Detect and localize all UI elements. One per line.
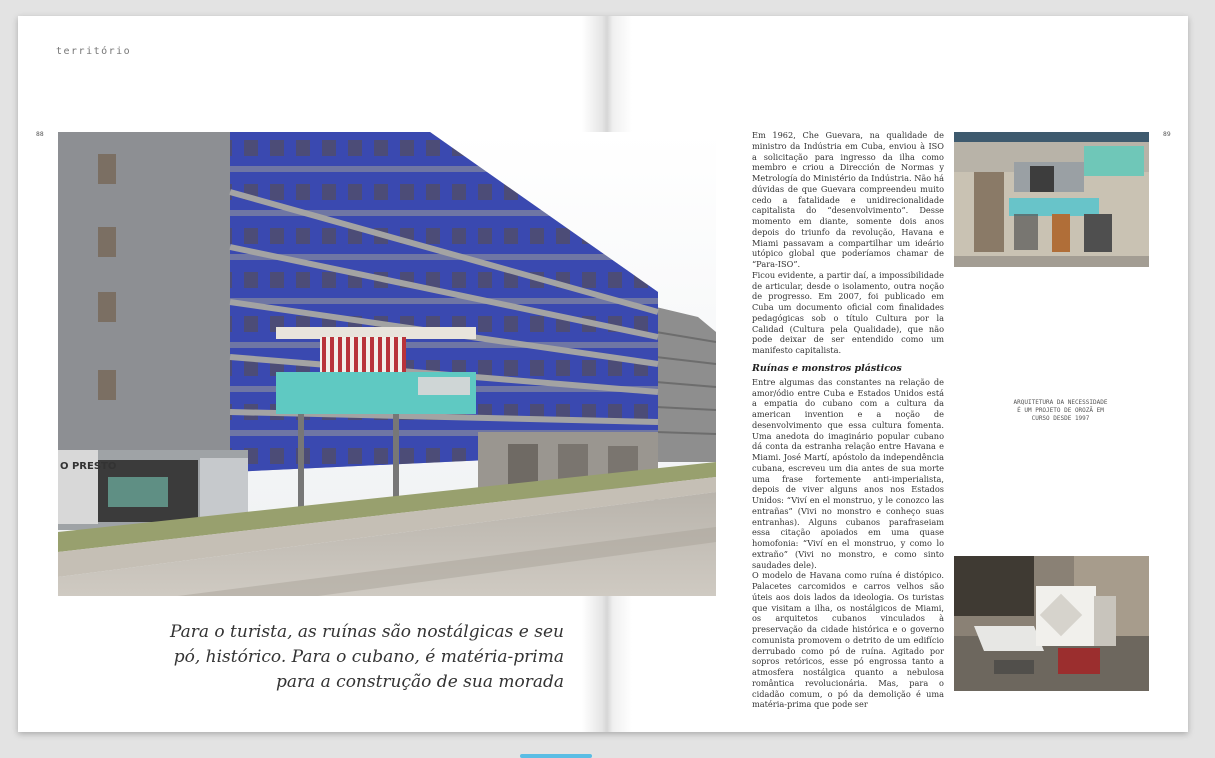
- magazine-spread: [18, 16, 1188, 732]
- page-indicator-tab: [520, 754, 592, 758]
- photo-caption: [1003, 399, 1118, 423]
- page-number-left: 88: [36, 131, 44, 138]
- article-subheading: Ruínas e monstros plásticos: [752, 362, 902, 374]
- pull-quote-line: Para o turista, as ruínas são nostálgicas e seu: [169, 622, 564, 642]
- main-photo-havana-apartment-block: [58, 132, 716, 596]
- page-number-right: 89: [1163, 131, 1171, 138]
- section-label: território: [56, 46, 132, 57]
- caption-line: CURSO DESDE 1997: [1031, 415, 1090, 422]
- pull-quote: [138, 620, 564, 695]
- article-paragraph: Em 1962, Che Guevara, na qualidade de ministro da Indústria em Cuba, enviou à ISO a solicitação para ingresso da ilha como membro e criou a Dirección de Normas y Metrología do Ministério da Indústria. Não há dúvidas de que Guevara compreendeu muito cedo a fatalidade e unidirecionalidade capitalista do “desenvolvimento”. Desse momento em diante, somente dois anos depois do triunfo da revolução, Havana e Miami passavam a compartilhar um ideário utópico global que poderíamos chamar de “Para-ISO”.: [752, 130, 944, 269]
- article-paragraph: Ficou evidente, a partir daí, a impossibilidade de articular, desde o isolamento, outra noção de progresso. Em 2007, foi publicado em Cuba um documento oficial com finalidades pedagógicas sob o título Cultura por la Calidad (Cultura pela Qualidade), que não pode deixar de ser entendido como um manifesto capitalista.: [752, 269, 944, 355]
- pull-quote-line: para a construção de sua morada: [275, 672, 564, 692]
- pull-quote-line: pó, histórico. Para o cubano, é matéria-prima: [173, 647, 564, 667]
- photo-shop-sign: O PRESTO: [60, 461, 117, 472]
- article-paragraph: Entre algumas das constantes na relação de amor/ódio entre Cuba e Estados Unidos está a empatia do cubano com a cultura da american invention e a noção de desenvolvimento que essa cultura fomenta. Uma anedota do imaginário popular cubano dá conta da estranha relação entre Havana e Miami. José Martí, apóstolo da independência cubana, escreveu um dia antes de sua morte uma frase fortemente anti-imperialista, depois de viver alguns anos nos Estados Unidos: “Viví en el monstruo, y le conozco las entrañas” (Vivi no monstro e conheço suas entranhas). Alguns cubanos parafraseiam essa citação apoiados em uma quase homofonia: “Viví en el monstruo, y como lo extraño” (Vivi no monstro, e como sinto saudades dele).: [752, 376, 944, 570]
- article-body: [752, 130, 944, 710]
- side-photo-colonial-facade: [954, 132, 1149, 267]
- side-photo-improvised-steps: [954, 556, 1149, 691]
- caption-line: É UM PROJETO DE OROZÃ EM: [1017, 407, 1104, 414]
- article-paragraph: O modelo de Havana como ruína é distópico. Palacetes carcomidos e carros velhos são úteis aos dois lados da ideologia. Os turistas que visitam a ilha, os nostálgicos de Miami, os arquitetos cubanos vinculados à preservação da cidade histórica e o governo comunista promovem o detrito de um edifício derrubado como pó de ruína. Agitado por sopros retóricos, esse pó engrossa tanto a atmosfera nostálgica quanto a nebulosa romântica revolucionária. Mas, para o cidadão comum, o pó da demolição é uma matéria-prima que pode ser: [752, 570, 944, 710]
- caption-line: ARQUITETURA DA NECESSIDADE: [1013, 399, 1108, 406]
